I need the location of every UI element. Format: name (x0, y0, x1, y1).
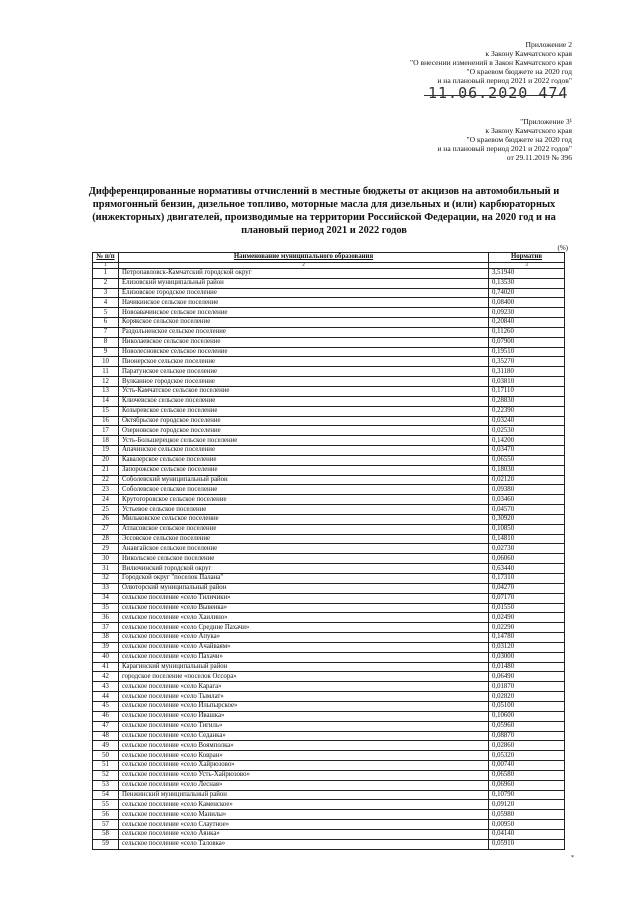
norm-value: 0,35270 (489, 357, 565, 367)
municipality-name: сельское поселение «село Ильпырское» (119, 701, 489, 711)
table-row (93, 377, 565, 387)
norm-value: 0,05980 (489, 810, 565, 820)
row-number: 35 (93, 603, 119, 613)
municipality-name: сельское поселение «село Каменское» (119, 800, 489, 810)
table-row (93, 554, 565, 564)
municipality-name: сельское поселение «село Лесная» (119, 780, 489, 790)
row-number: 38 (93, 633, 119, 643)
table-row (93, 367, 565, 377)
table-row (93, 642, 565, 652)
municipality-name: Паратунское сельское поселение (119, 367, 489, 377)
header-municipality: Наименование муниципального образования (119, 253, 489, 263)
norm-value: 0,03000 (489, 652, 565, 662)
norm-value: 0,02860 (489, 741, 565, 751)
table-row (93, 288, 565, 298)
municipality-name: Соболевское сельское поселение (119, 485, 489, 495)
table-row (93, 465, 565, 475)
norm-value: 0,03810 (489, 377, 565, 387)
row-number: 48 (93, 731, 119, 741)
norm-value: 0,05100 (489, 701, 565, 711)
municipality-name: Петропавловск-Камчатский городской округ (119, 268, 489, 278)
table-row (93, 446, 565, 456)
row-number: 1 (93, 268, 119, 278)
row-number: 24 (93, 495, 119, 505)
norm-value: 0,28830 (489, 396, 565, 406)
row-number: 10 (93, 357, 119, 367)
table-row (93, 278, 565, 288)
header-top-line: "О внесении изменений в Закон Камчатского края (410, 58, 572, 68)
table-row (93, 475, 565, 485)
table-row (93, 731, 565, 741)
row-number: 58 (93, 829, 119, 839)
header-second-line: от 29.11.2019 № 396 (506, 153, 572, 163)
municipality-name: сельское поселение «село Пахачи» (119, 652, 489, 662)
municipality-name: Крутогоровское сельское поселение (119, 495, 489, 505)
norm-value: 0,17310 (489, 574, 565, 584)
table-row (93, 623, 565, 633)
column-number: 3 (489, 262, 565, 268)
table-row (93, 416, 565, 426)
table-row (93, 672, 565, 682)
norm-value: 0,04140 (489, 829, 565, 839)
municipality-name: сельское поселение «село Хайрюзово» (119, 761, 489, 771)
municipality-name: Усть-Камчатское сельское поселение (119, 386, 489, 396)
table-row (93, 770, 565, 780)
row-number: 7 (93, 327, 119, 337)
row-number: 51 (93, 761, 119, 771)
norm-value: 0,02530 (489, 426, 565, 436)
row-number: 14 (93, 396, 119, 406)
table-row (93, 790, 565, 800)
row-number: 52 (93, 770, 119, 780)
norm-value: 0,05320 (489, 751, 565, 761)
row-number: 36 (93, 613, 119, 623)
norm-value: 0,18030 (489, 465, 565, 475)
norm-value: 0,02820 (489, 692, 565, 702)
norm-value: 0,17110 (489, 386, 565, 396)
row-number: 21 (93, 465, 119, 475)
norm-value: 0,10850 (489, 524, 565, 534)
norm-value: 0,07900 (489, 337, 565, 347)
municipality-name: городское поселение «поселок Оссора» (119, 672, 489, 682)
norm-value: 0,20840 (489, 318, 565, 328)
table-row (93, 583, 565, 593)
row-number: 17 (93, 426, 119, 436)
municipality-name: сельское поселение «село Средние Пахачи» (119, 623, 489, 633)
row-number: 12 (93, 377, 119, 387)
row-number: 26 (93, 514, 119, 524)
table-row (93, 505, 565, 515)
table-row (93, 485, 565, 495)
municipality-name: Новоавачинское сельское поселение (119, 308, 489, 318)
municipality-name: Озерновское городское поселение (119, 426, 489, 436)
municipality-name: сельское поселение «село Тигиль» (119, 721, 489, 731)
municipality-name: Пионерское сельское поселение (119, 357, 489, 367)
table-row (93, 820, 565, 830)
table-row (93, 268, 565, 278)
header-second-line: "О краевом бюджете на 2020 год (466, 135, 572, 145)
document-title: Дифференцированные нормативы отчислений в местные бюджеты от акцизов на автомобильный и прямогонный бензин, дизельное топливо, моторные масла для дизельных и (или) карбюраторных (инжекторных) двигателей, производимые на территории Российской Федерации, на 2020 год и на плановый период 2021 и 2022 годов (88, 186, 560, 236)
row-number: 47 (93, 721, 119, 731)
table-row (93, 455, 565, 465)
municipality-name: сельское поселение «село Усть-Хайрюзово» (119, 770, 489, 780)
header-top-line: и на плановый период 2021 и 2022 годов" (437, 76, 572, 86)
norm-value: 0,22390 (489, 406, 565, 416)
norm-value: 0,10790 (489, 790, 565, 800)
municipality-name: Пенжинский муниципальный район (119, 790, 489, 800)
norm-value: 0,63440 (489, 564, 565, 574)
municipality-name: Новолесновское сельское поселение (119, 347, 489, 357)
norm-value: 0,02490 (489, 613, 565, 623)
municipality-name: Атласовское сельское поселение (119, 524, 489, 534)
table-row (93, 662, 565, 672)
norm-value: 0,03460 (489, 495, 565, 505)
row-number: 31 (93, 564, 119, 574)
norm-value: 0,06580 (489, 770, 565, 780)
municipality-name: Запорожское сельское поселение (119, 465, 489, 475)
norm-value: 0,05960 (489, 721, 565, 731)
row-number: 27 (93, 524, 119, 534)
corner-mark: * (571, 855, 574, 861)
table-row (93, 721, 565, 731)
column-number: 2 (119, 262, 489, 268)
municipality-name: сельское поселение «село Ковран» (119, 751, 489, 761)
header-norm: Норматив (489, 253, 565, 263)
header-top (410, 40, 572, 85)
norm-value: 0,08870 (489, 731, 565, 741)
row-number: 16 (93, 416, 119, 426)
unit-label: (%) (557, 244, 568, 252)
table-row (93, 613, 565, 623)
municipality-name: Вилючинский городской округ (119, 564, 489, 574)
norm-value: 0,01550 (489, 603, 565, 613)
row-number: 41 (93, 662, 119, 672)
table-row (93, 741, 565, 751)
norm-value: 0,04270 (489, 583, 565, 593)
municipality-name: Анавгайское сельское поселение (119, 544, 489, 554)
municipality-name: Олюторский муниципальный район (119, 583, 489, 593)
table-row (93, 524, 565, 534)
row-number: 46 (93, 711, 119, 721)
header-top-line: к Закону Камчатского края (485, 49, 572, 59)
row-number: 45 (93, 701, 119, 711)
norm-value: 0,06060 (489, 554, 565, 564)
table-row (93, 426, 565, 436)
table-row (93, 534, 565, 544)
municipality-name: сельское поселение «село Хаилино» (119, 613, 489, 623)
column-number: 1 (93, 262, 119, 268)
row-number: 53 (93, 780, 119, 790)
table-row (93, 800, 565, 810)
row-number: 42 (93, 672, 119, 682)
municipality-name: Эссовское сельское поселение (119, 534, 489, 544)
norm-value: 0,02290 (489, 623, 565, 633)
row-number: 40 (93, 652, 119, 662)
header-top-line: Приложение 2 (525, 40, 572, 49)
row-number: 13 (93, 386, 119, 396)
row-number: 22 (93, 475, 119, 485)
norm-value: 0,14780 (489, 633, 565, 643)
norm-value: 0,00740 (489, 761, 565, 771)
norm-value: 0,03470 (489, 446, 565, 456)
municipality-name: сельское поселение «село Тиличики» (119, 593, 489, 603)
row-number: 33 (93, 583, 119, 593)
table-row (93, 357, 565, 367)
norm-value: 0,14810 (489, 534, 565, 544)
stamp-underline (424, 95, 562, 96)
norm-value: 3,51940 (489, 268, 565, 278)
row-number: 6 (93, 318, 119, 328)
table-row (93, 780, 565, 790)
date-number-stamp: 11.06.2020 474 (428, 84, 569, 102)
table-row (93, 603, 565, 613)
norm-value: 0,02120 (489, 475, 565, 485)
norm-value: 0,01480 (489, 662, 565, 672)
table-row (93, 751, 565, 761)
norm-value: 0,13530 (489, 278, 565, 288)
norm-value: 0,19510 (489, 347, 565, 357)
table-row (93, 652, 565, 662)
row-number: 34 (93, 593, 119, 603)
municipality-name: сельское поселение «село Ивашка» (119, 711, 489, 721)
row-number: 18 (93, 436, 119, 446)
table-row (93, 327, 565, 337)
norm-value: 0,14200 (489, 436, 565, 446)
row-number: 15 (93, 406, 119, 416)
table-row (93, 829, 565, 839)
municipality-name: Карагинский муниципальный район (119, 662, 489, 672)
norm-value: 0,74020 (489, 288, 565, 298)
row-number: 8 (93, 337, 119, 347)
municipality-name: сельское поселение «село Таловка» (119, 839, 489, 849)
municipality-name: Усть-Большерецкое сельское поселение (119, 436, 489, 446)
municipality-name: Раздольненское сельское поселение (119, 327, 489, 337)
municipality-name: Начикинское сельское поселение (119, 298, 489, 308)
municipality-name: сельское поселение «село Апука» (119, 633, 489, 643)
row-number: 19 (93, 446, 119, 456)
row-number: 59 (93, 839, 119, 849)
table-row (93, 298, 565, 308)
municipality-name: Ключевское сельское поселение (119, 396, 489, 406)
norm-value: 0,06490 (489, 672, 565, 682)
row-number: 9 (93, 347, 119, 357)
municipality-name: Никольское сельское поселение (119, 554, 489, 564)
table-row (93, 308, 565, 318)
table-row (93, 495, 565, 505)
norm-value: 0,06550 (489, 455, 565, 465)
municipality-name: Вулканное городское поселение (119, 377, 489, 387)
row-number: 50 (93, 751, 119, 761)
norm-value: 0,11260 (489, 327, 565, 337)
municipality-name: Октябрьское городское поселение (119, 416, 489, 426)
norm-value: 0,30920 (489, 514, 565, 524)
norm-value: 0,06960 (489, 780, 565, 790)
municipality-name: сельское поселение «село Вывенка» (119, 603, 489, 613)
table-row (93, 701, 565, 711)
municipality-name: сельское поселение «село Карага» (119, 682, 489, 692)
norms-table (92, 252, 565, 850)
norm-value: 0,09230 (489, 308, 565, 318)
header-second-line: и на плановый период 2021 и 2022 годов" (437, 144, 572, 154)
row-number: 55 (93, 800, 119, 810)
row-number: 28 (93, 534, 119, 544)
municipality-name: сельское поселение «село Ачайваям» (119, 642, 489, 652)
municipality-name: Корякское сельское поселение (119, 318, 489, 328)
header-number: № п/п (93, 253, 119, 263)
row-number: 5 (93, 308, 119, 318)
table-row (93, 692, 565, 702)
row-number: 49 (93, 741, 119, 751)
header-top-line: "О краевом бюджете на 2020 год (466, 67, 572, 77)
norm-value: 0,10600 (489, 711, 565, 721)
row-number: 25 (93, 505, 119, 515)
table-row (93, 337, 565, 347)
norm-value: 0,02730 (489, 544, 565, 554)
norm-value: 0,08400 (489, 298, 565, 308)
row-number: 39 (93, 642, 119, 652)
municipality-name: Елизовское городское поселение (119, 288, 489, 298)
norm-value: 0,00950 (489, 820, 565, 830)
table-row (93, 544, 565, 554)
norm-value: 0,03240 (489, 416, 565, 426)
table-row (93, 810, 565, 820)
norm-value: 0,03120 (489, 642, 565, 652)
row-number: 56 (93, 810, 119, 820)
table-row (93, 514, 565, 524)
municipality-name: Мильковское сельское поселение (119, 514, 489, 524)
table-row (93, 682, 565, 692)
table-row (93, 386, 565, 396)
norm-value: 0,07170 (489, 593, 565, 603)
municipality-name: Козыревское сельское поселение (119, 406, 489, 416)
municipality-name: сельское поселение «село Манилы» (119, 810, 489, 820)
municipality-name: сельское поселение «село Слаутное» (119, 820, 489, 830)
table-row (93, 839, 565, 849)
row-number: 11 (93, 367, 119, 377)
norm-value: 0,05910 (489, 839, 565, 849)
row-number: 3 (93, 288, 119, 298)
row-number: 37 (93, 623, 119, 633)
table-row (93, 633, 565, 643)
row-number: 54 (93, 790, 119, 800)
row-number: 4 (93, 298, 119, 308)
municipality-name: сельское поселение «село Воямполка» (119, 741, 489, 751)
municipality-name: Кавалерское сельское поселение (119, 455, 489, 465)
table-row (93, 406, 565, 416)
norm-value: 0,09380 (489, 485, 565, 495)
table-row (93, 436, 565, 446)
municipality-name: Соболевский муниципальный район (119, 475, 489, 485)
municipality-name: сельское поселение «село Аянка» (119, 829, 489, 839)
table-row (93, 347, 565, 357)
norm-value: 0,09120 (489, 800, 565, 810)
municipality-name: Елизовский муниципальный район (119, 278, 489, 288)
row-number: 32 (93, 574, 119, 584)
header-second-line: "Приложение 3¹ (520, 117, 572, 126)
row-number: 23 (93, 485, 119, 495)
municipality-name: сельское поселение «село Седанка» (119, 731, 489, 741)
table-row (93, 711, 565, 721)
row-number: 43 (93, 682, 119, 692)
header-second-line: к Закону Камчатского края (485, 126, 572, 136)
row-number: 44 (93, 692, 119, 702)
table-row (93, 761, 565, 771)
header-second (437, 117, 572, 162)
row-number: 30 (93, 554, 119, 564)
table-row (93, 574, 565, 584)
table-row (93, 593, 565, 603)
row-number: 2 (93, 278, 119, 288)
municipality-name: Городской округ "поселок Палана" (119, 574, 489, 584)
table-header-row (93, 253, 565, 263)
row-number: 29 (93, 544, 119, 554)
row-number: 57 (93, 820, 119, 830)
municipality-name: Устьевое сельское поселение (119, 505, 489, 515)
municipality-name: Апачинское сельское поселение (119, 446, 489, 456)
table-row (93, 318, 565, 328)
norm-value: 0,01870 (489, 682, 565, 692)
row-number: 20 (93, 455, 119, 465)
norm-value: 0,31180 (489, 367, 565, 377)
municipality-name: сельское поселение «село Тымлат» (119, 692, 489, 702)
table-row (93, 564, 565, 574)
municipality-name: Николаевское сельское поселение (119, 337, 489, 347)
table-row (93, 396, 565, 406)
norm-value: 0,04570 (489, 505, 565, 515)
